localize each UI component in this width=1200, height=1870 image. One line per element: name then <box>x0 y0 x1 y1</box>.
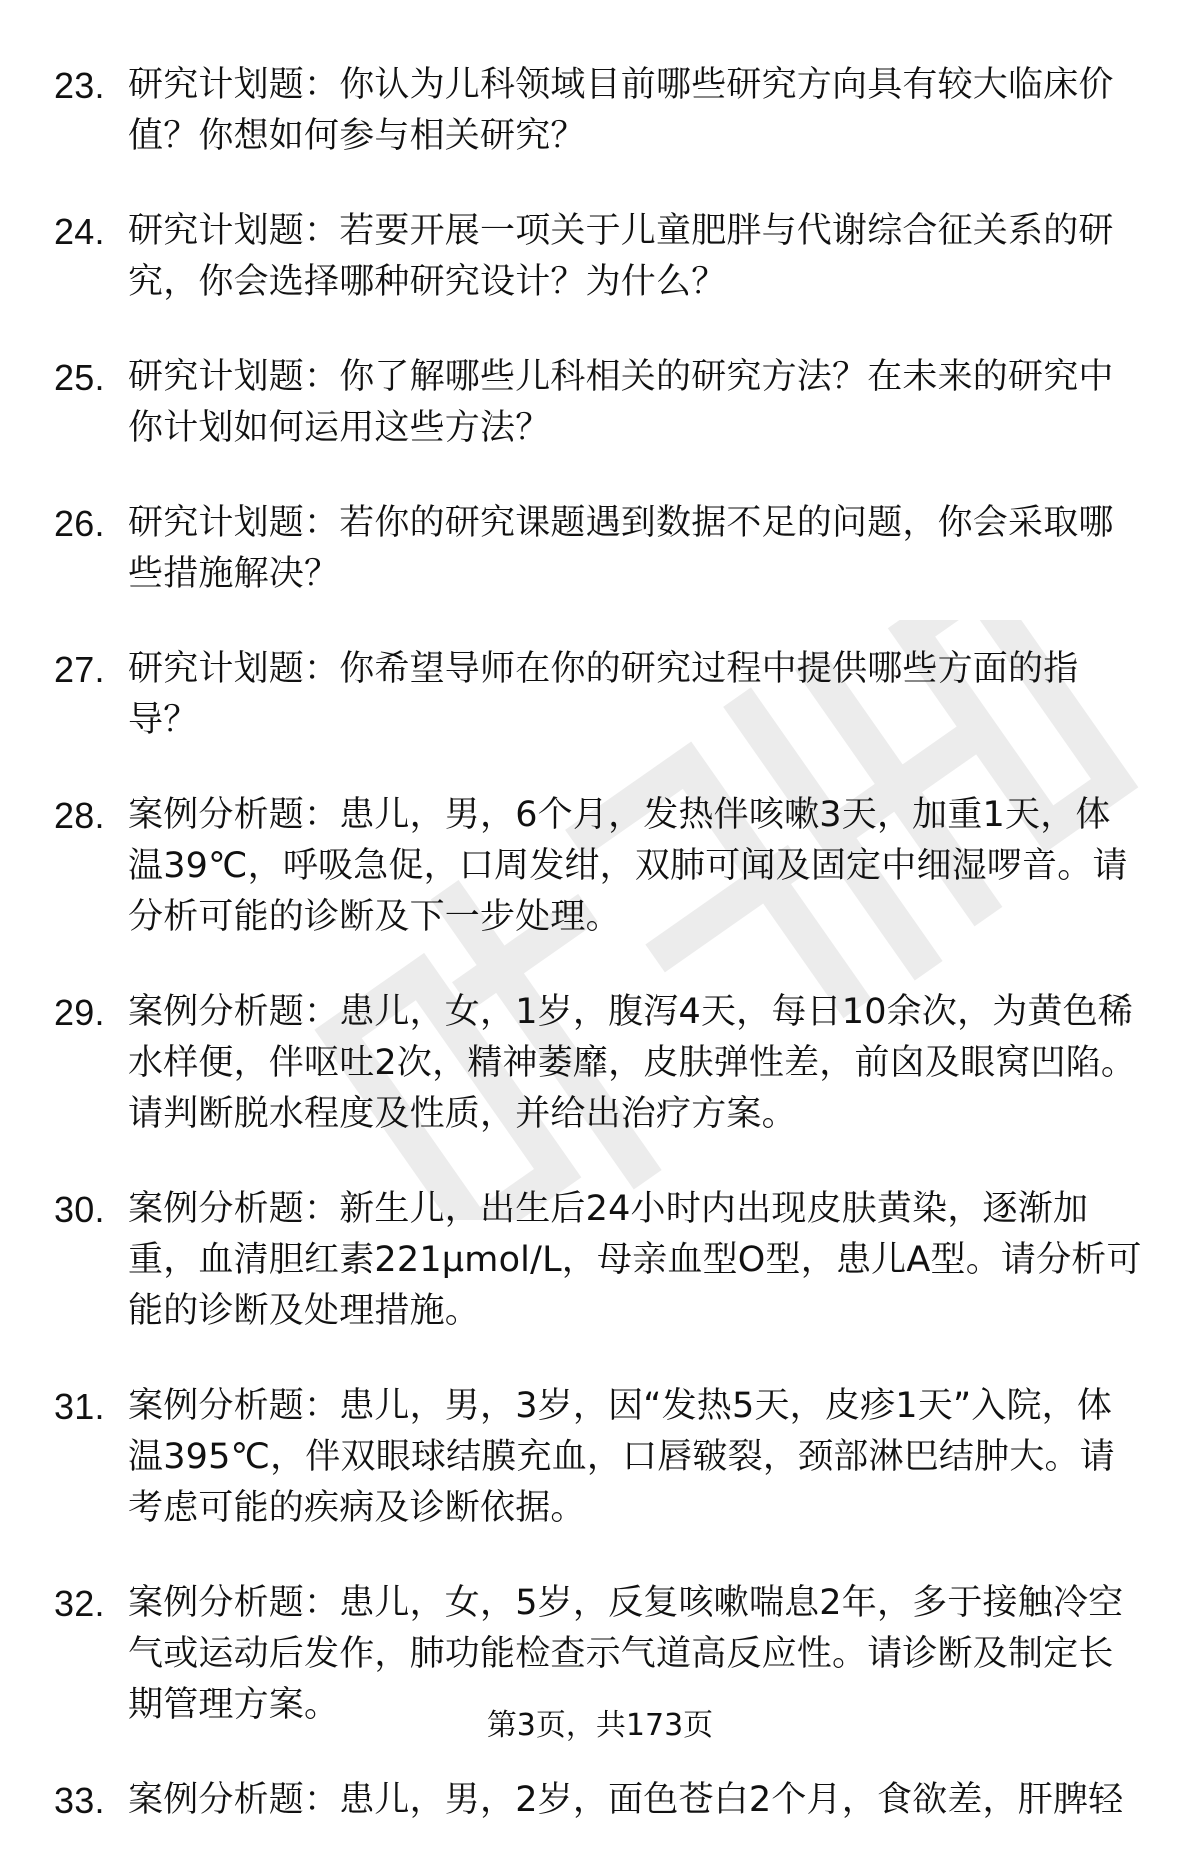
question-number: 30. <box>54 1189 105 1230</box>
page-footer <box>0 1706 1200 1746</box>
question-text: 研究计划题：你认为儿科领域目前哪些研究方向具有较大临床价值？你想如何参与相关研究？ <box>128 65 1114 156</box>
question-number: 24. <box>54 211 105 252</box>
question-list <box>54 60 1144 1870</box>
question-number: 27. <box>54 649 105 690</box>
question-item <box>54 1184 1144 1337</box>
question-item <box>54 790 1144 943</box>
question-text: 案例分析题：患儿，女，5岁，反复咳嗽喘息2年，多于接触冷空气或运动后发作，肺功能检查示气道高反应性。请诊断及制定长期管理方案。 <box>128 1583 1124 1725</box>
question-number: 25. <box>54 357 105 398</box>
question-item <box>54 1775 1144 1826</box>
question-number: 31. <box>54 1386 105 1427</box>
question-text: 案例分析题：患儿，女，1岁，腹泻4天，每日10余次，为黄色稀水样便，伴呕吐2次，精神萎靡，皮肤弹性差，前囟及眼窝凹陷。请判断脱水程度及性质，并给出治疗方案。 <box>128 992 1137 1134</box>
question-text: 研究计划题：你希望导师在你的研究过程中提供哪些方面的指导？ <box>128 649 1079 740</box>
question-text: 案例分析题：新生儿，出生后24小时内出现皮肤黄染，逐渐加重，血清胆红素221μmol/L，母亲血型O型，患儿A型。请分析可能的诊断及处理措施。 <box>128 1189 1142 1331</box>
question-number: 23. <box>54 65 105 106</box>
question-number: 28. <box>54 795 105 836</box>
question-text: 研究计划题：若要开展一项关于儿童肥胖与代谢综合征关系的研究，你会选择哪种研究设计？为什么？ <box>128 211 1114 302</box>
question-item <box>54 644 1144 746</box>
question-item <box>54 60 1144 162</box>
question-number: 33. <box>54 1780 105 1821</box>
question-item <box>54 987 1144 1140</box>
question-item <box>54 206 1144 308</box>
question-item <box>54 1381 1144 1534</box>
question-text: 案例分析题：患儿，男，3岁，因“发热5天，皮疹1天”入院，体温395℃，伴双眼球结膜充血，口唇皲裂，颈部淋巴结肿大。请考虑可能的疾病及诊断依据。 <box>128 1386 1115 1528</box>
question-text: 研究计划题：若你的研究课题遇到数据不足的问题，你会采取哪些措施解决？ <box>128 503 1114 594</box>
question-item <box>54 352 1144 454</box>
question-item <box>54 498 1144 600</box>
question-text: 案例分析题：患儿，男，6个月，发热伴咳嗽3天，加重1天，体温39℃，呼吸急促，口周发绀，双肺可闻及固定中细湿啰音。请分析可能的诊断及下一步处理。 <box>128 795 1128 937</box>
page-number-label: 第3页，共173页 <box>486 1708 714 1743</box>
question-number: 29. <box>54 992 105 1033</box>
question-text: 案例分析题：患儿，男，2岁，面色苍白2个月，食欲差，肝脾轻 <box>128 1780 1124 1820</box>
question-number: 32. <box>54 1583 105 1624</box>
question-text: 研究计划题：你了解哪些儿科相关的研究方法？在未来的研究中你计划如何运用这些方法？ <box>128 357 1114 448</box>
question-number: 26. <box>54 503 105 544</box>
